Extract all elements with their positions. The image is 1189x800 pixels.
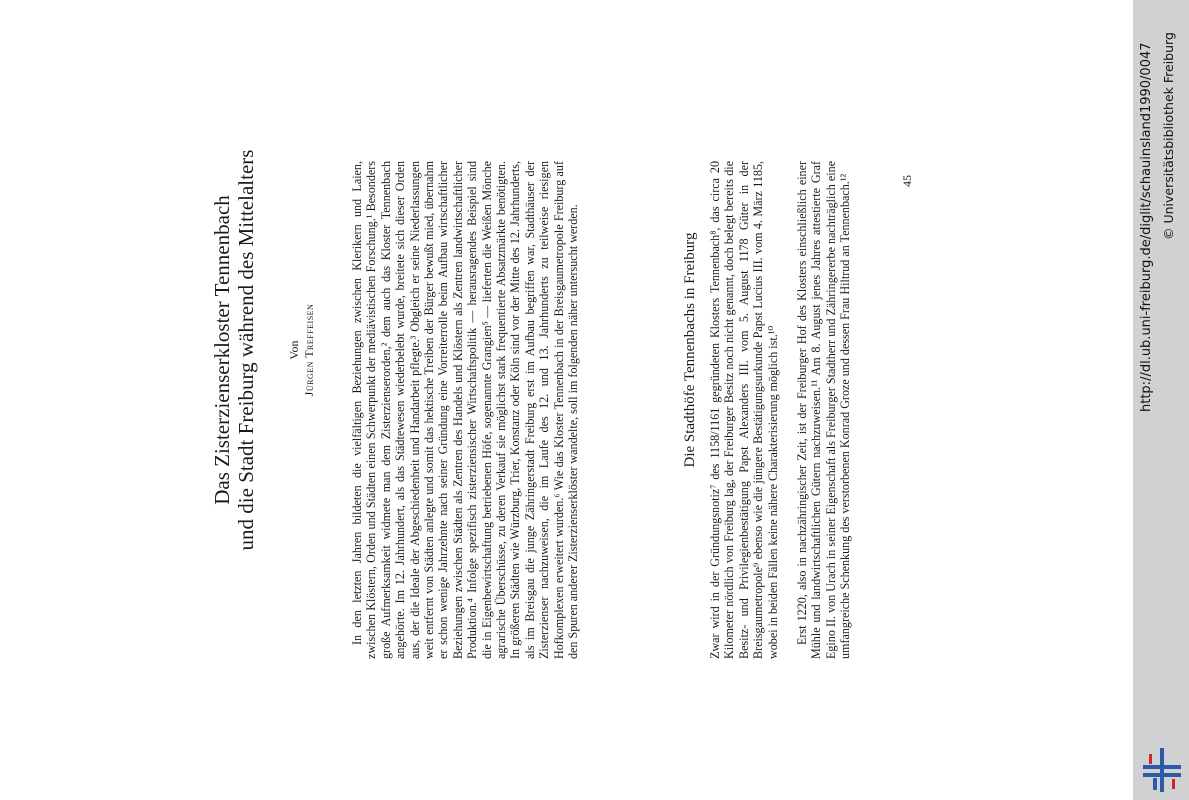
author-name: Jürgen Treffeisen: [302, 303, 316, 397]
copyright-notice: © Universitätsbibliothek Freiburg: [1161, 32, 1176, 240]
ub-freiburg-logo-icon: [1143, 748, 1181, 792]
viewer-sidebar: [1133, 0, 1189, 800]
body-paragraph-2: Zwar wird in der Gründungsnotiz⁷ des 1158/1161 gegründeten Klosters Tennenbach⁸, das circa 20 Kilometer nördlich von Freiburg lag, der Freiburger Besitz noch nicht genannt, doch belegt bereits die Besitz- und Privilegienbestätigung Papst Alexanders III. vom 5. August 1178 Güter in der Breisgaumetropole⁹ ebenso wie die jüngere Bestätigungsurkunde Papst Lucius III. vom 4. März 1185, wobei in beiden Fällen keine nähere Charakterisierung möglich ist.¹⁰: [708, 161, 780, 659]
section-heading: Die Stadthöfe Tennenbachs in Freiburg: [682, 232, 698, 468]
article-title-line1: Das Zisterzienserkloster Tennenbach: [210, 195, 234, 505]
article-title-line2: und die Stadt Freiburg während des Mittelalters: [234, 149, 258, 551]
byline-von: Von: [287, 340, 301, 360]
permalink-url[interactable]: http://dl.ub.uni-freiburg.de/diglit/schauinsland1990/0047: [1139, 42, 1154, 412]
body-paragraph-3: Erst 1220, also in nachzähringischer Zeit, ist der Freiburger Hof des Klosters einschließlich einer Mühle und landwirtschaftlichen Gütern nachzuweisen.¹¹ Am 8. August jenes Jahres attestierte Graf Egino II. von Urach in seiner Eigenschaft als Freiburger Stadtherr und Zähringererbe nachträglich eine umfangreiche Schenkung des verstorbenen Konrad Groze und dessen Frau Hiltrud an Tennenbach.¹²: [795, 161, 853, 659]
body-paragraph-intro: In den letzten Jahren bildeten die vielfältigen Beziehungen zwischen Klerikern und Laien, zwischen Klöstern, Orden und Städten einen Schwerpunkt der mediävistischen Forschung.¹ Besonders große Aufmerksamkeit widmete man dem Zisterzienserorden,² dem auch das Kloster Tennenbach angehörte. Im 12. Jahrhundert, als das Städtewesen wiederbelebt wurde, breitete sich dieser Orden aus, der die Ideale der Abgeschiedenheit und Handarbeit pflegte.³ Obgleich er seine Niederlassungen weit entfernt von Städten anlegte und somit das hektische Treiben der Bürger bewußt mied, übernahm er schon wenige Jahrzehnte nach seiner Gründung eine Vorreiterrolle beim Aufbau wirtschaftlicher Beziehungen zwischen Städten als Zentren des Handels und Klöstern als Zentren landwirtschaftlicher Produktion.⁴ Infolge spezifisch zisterziensischer Wirtschaftspolitik — herausragendes Beispiel sind die in Eigenbewirtschaftung betriebenen Höfe, sogenannte Grangien⁵ — lieferten die Weißen Mönche agrarische Überschüsse, zu deren Verkauf sie möglichst stark frequentierte Absatzmärkte benötigten. In größeren Städten wie Würzburg, Trier, Konstanz oder Köln sind vor der Mitte des 12. Jahrhunderts, als im Breisgau die junge Zähringerstadt Freiburg erst im Aufbau begriffen war, Stadthäuser der Zisterzienser nachzuweisen, die im Laufe des 12. und 13. Jahrhunderts zu teilweise riesigen Hofkomplexen erweitert wurden.⁶ Wie das Kloster Tennenbach in der Breisgaumetropole Freiburg auf den Spuren anderer Zisterzienserklöster wandelte, soll im folgenden näher untersucht werden.: [350, 161, 581, 659]
page-number: 45: [900, 175, 914, 187]
